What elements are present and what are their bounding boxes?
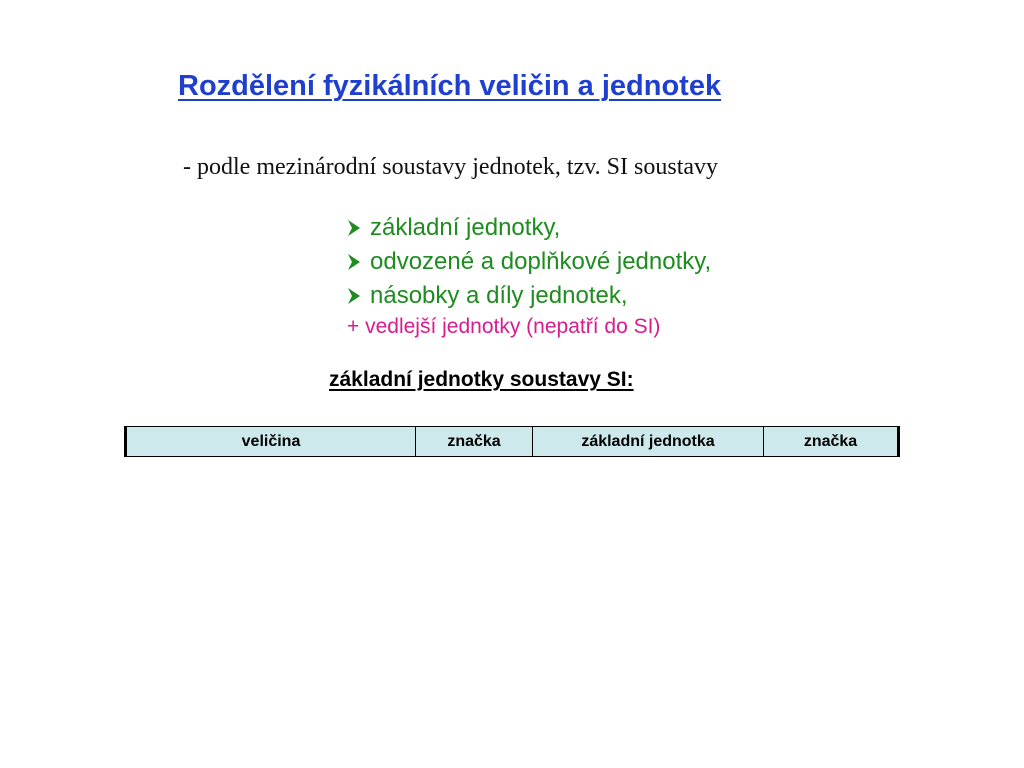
column-header-quantity: veličina: [126, 427, 416, 457]
section-heading: základní jednotky soustavy SI:: [329, 368, 634, 391]
list-item-label: násobky a díly jednotek,: [370, 282, 628, 309]
si-units-table: [124, 426, 900, 457]
arrow-bullet-icon: [347, 252, 361, 272]
slide-title: Rozdělení fyzikálních veličin a jednotek: [178, 70, 722, 102]
list-item-label: základní jednotky,: [370, 214, 561, 241]
list-item: [347, 211, 711, 245]
column-header-unit-symbol: značka: [764, 427, 899, 457]
list-item-label: odvozené a doplňkové jednotky,: [370, 248, 712, 275]
table-header-row: [126, 427, 899, 457]
arrow-bullet-icon: [347, 286, 361, 306]
unit-type-list: [347, 211, 711, 341]
column-header-symbol: značka: [416, 427, 533, 457]
list-item: [347, 245, 711, 279]
extra-note: + vedlejší jednotky (nepatří do SI): [347, 315, 661, 338]
list-item: [347, 279, 711, 313]
column-header-base-unit: základní jednotka: [533, 427, 764, 457]
arrow-bullet-icon: [347, 218, 361, 238]
slide-subtitle: - podle mezinárodní soustavy jednotek, tzv. SI soustavy: [183, 154, 719, 180]
